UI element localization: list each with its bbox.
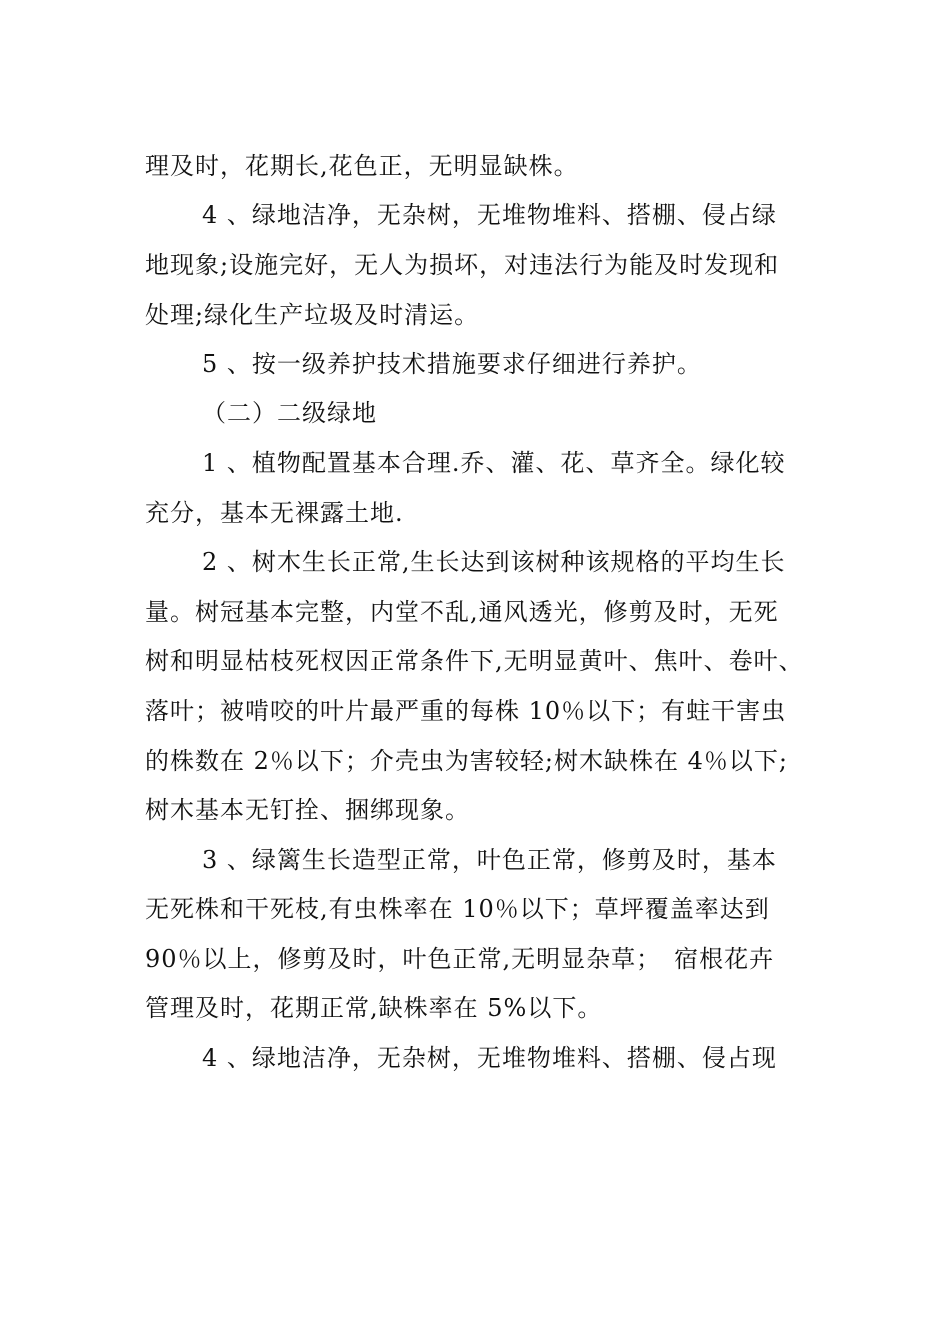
text-line-5: 5 、按一级养护技术措施要求仔细进行养护。 [202, 350, 702, 378]
text-line-15: 3 、绿篱生长造型正常，叶色正常，修剪及时，基本 [202, 846, 777, 874]
text-line-17: 90％以上，修剪及时，叶色正常,无明显杂草； 宿根花卉 [145, 945, 775, 973]
text-line-2: 4 、绿地洁净，无杂树，无堆物堆料、搭棚、侵占绿 [202, 201, 777, 229]
text-line-19: 4 、绿地洁净，无杂树，无堆物堆料、搭棚、侵占现 [202, 1044, 777, 1072]
text-line-11: 树和明显枯枝死杈因正常条件下,无明显黄叶、焦叶、卷叶、 [145, 647, 804, 675]
section-heading: （二）二级绿地 [202, 399, 377, 427]
text-line-10: 量。树冠基本完整，内堂不乱,通风透光，修剪及时，无死 [145, 598, 779, 626]
text-line-18: 管理及时，花期正常,缺株率在 5%以下。 [145, 994, 603, 1022]
text-line-4: 处理;绿化生产垃圾及时清运。 [145, 301, 480, 329]
text-line-8: 充分，基本无裸露土地. [145, 499, 404, 527]
text-line-12: 落叶；被啃咬的叶片最严重的每株 10％以下；有蛀干害虫 [145, 697, 787, 725]
text-line-16: 无死株和干死枝,有虫株率在 10％以下；草坪覆盖率达到 [145, 895, 770, 923]
text-line-7: 1 、植物配置基本合理.乔、灌、花、草齐全。绿化较 [202, 449, 786, 477]
text-line-1: 理及时，花期长,花色正，无明显缺株。 [145, 152, 579, 180]
text-line-14: 树木基本无钉拴、捆绑现象。 [145, 796, 470, 824]
text-line-13: 的株数在 2％以下；介壳虫为害较轻;树木缺株在 4％以下; [145, 747, 788, 775]
text-line-3: 地现象;设施完好，无人为损坏，对违法行为能及时发现和 [145, 251, 780, 279]
text-line-9: 2 、树木生长正常,生长达到该树种该规格的平均生长 [202, 548, 786, 576]
